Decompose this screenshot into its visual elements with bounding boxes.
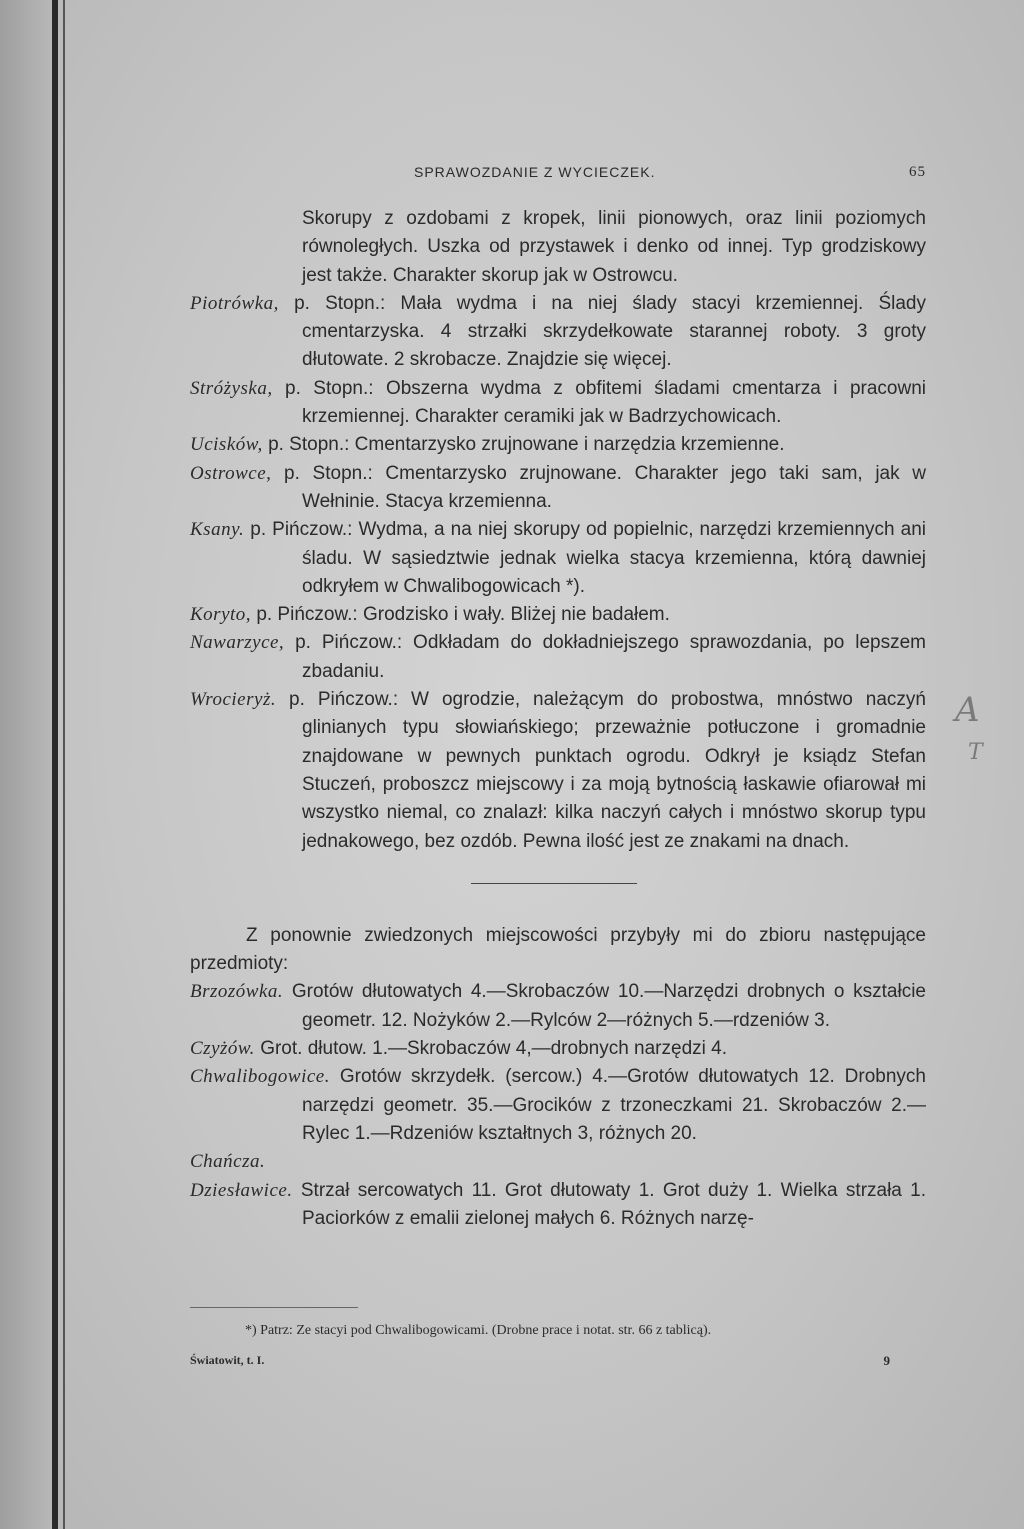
place-name: Czyżów. (190, 1038, 255, 1060)
entry (190, 601, 926, 629)
intro-paragraph: Z ponownie zwiedzonych miejscowości przybyły mi do zbioru następujące przedmioty: (190, 924, 926, 975)
entry-text: p. Stopn.: Cmentarzysko zrujnowane. Charakter jego taki sam, jak w Wełninie. Stacya krzemienna. (284, 462, 927, 512)
place-name: Dziesławice. (190, 1179, 293, 1201)
place-name: Koryto, (190, 604, 252, 626)
place-name: Wrocieryż. (190, 689, 277, 711)
place-name: Ucisków, (190, 434, 263, 456)
entry (190, 1177, 926, 1234)
place-name: Piotrówka, (190, 292, 279, 314)
page-number: 65 (909, 164, 926, 180)
entry-text: Grotów skrzydełk. (sercow.) 4.—Grotów dłutowatych 12. Drobnych narzędzi geometr. 35.—Grocików z trzoneczkami 21. Skrobaczów 2.—Rylec 1.—Rdzeniów kształtnych 3, różnych 20. (302, 1066, 926, 1144)
entry (190, 460, 926, 517)
entry-text: p. Pińczow.: W ogrodzie, należącym do probostwa, mnóstwo naczyń glinianych typu słowiańskiego; przeważnie potłuczone i gromadnie znajdowane w pewnych punktach ogrodu. Odkrył je ksiądz Stefan Stuczeń, proboszcz miejscowy i za moją bytnością łaskawie ofiarował mi wszystko niemal, co znalazł: kilka naczyń całych i mnóstwo skorup typu jednakowego, bez ozdób. Pewna ilość jest ze znakami na dnach. (289, 689, 926, 852)
entry (190, 290, 926, 375)
footnote-rule (190, 1307, 358, 1308)
entry-continuation (190, 205, 926, 290)
body-text (190, 205, 926, 1233)
entry (190, 431, 926, 459)
entry-text: p. Pińczow.: Odkładam do dokładniejszego sprawozdania, po lepszem zbadaniu. (295, 632, 927, 682)
entry (190, 978, 926, 1035)
entry-text: p. Pińczow.: Wydma, a na niej skorupy od popielnic, narzędzi krzemiennych ani śladu. W sąsiedztwie jednak wielka stacya krzemienna, którą dawniej odkryłem w Chwalibogowicach *). (250, 519, 927, 597)
entry (190, 1063, 926, 1148)
entry-text: p. Stopn.: Obszerna wydma z obfitemi śladami cmentarza i pracowni krzemiennej. Charakter ceramiki jak w Badrzychowicach. (285, 377, 926, 428)
entry-text: Grotów dłutowatych 4.—Skrobaczów 10.—Narzędzi drobnych o kształcie geometr. 12. Nożyków 2.—Rylców 2—różnych 5.—rdzeniów 3. (291, 981, 926, 1031)
signature-left: Światowit, t. I. (190, 1353, 265, 1367)
place-name: Ksany. (190, 519, 245, 541)
entry (190, 686, 926, 856)
entry (190, 629, 926, 686)
header-title: SPRAWOZDANIE Z WYCIECZEK. (414, 164, 656, 180)
binding-line-thin (63, 0, 65, 1529)
entry-text: p. Pińczow.: Grodzisko i wały. Bliżej nie badałem. (256, 604, 670, 626)
place-name: Brzozówka. (190, 981, 284, 1003)
place-name: Chańcza. (190, 1151, 266, 1173)
entry (190, 1148, 926, 1176)
entry-text: Skorupy z ozdobami z kropek, linii pionowych, oraz linii poziomych równoległych. Uszka od przystawek i denko od innej. Typ grodziskowy jest także. Charakter skorup jak w Ostrowcu. (302, 208, 926, 286)
entry-text: p. Stopn.: Mała wydma i na niej ślady stacyi krzemiennej. Ślady cmentarzyska. 4 strzałki skrzydełkowate starannej roboty. 3 groty dłutowate. 2 skrobacze. Znajdzie się więcej. (294, 292, 926, 371)
footnote: *) Patrz: Ze stacyi pod Chwalibogowicami. (Drobne prace i notat. str. 66 z tablicą). (245, 1323, 712, 1338)
place-name: Ostrowce, (190, 462, 272, 484)
entry-text: Grot. dłutow. 1.—Skrobaczów 4,—drobnych narzędzi 4. (260, 1038, 727, 1060)
binding-shadow (0, 0, 52, 1529)
signature-line (190, 1353, 890, 1368)
entry-text: Strzał sercowatych 11. Grot dłutowaty 1. Grot duży 1. Wielka strzała 1. Paciorków z emalii zielonej małych 6. Różnych narzę- (300, 1179, 927, 1229)
margin-handwriting: A (955, 690, 980, 730)
entry (190, 516, 926, 601)
place-name: Nawarzyce, (190, 632, 285, 654)
binding-line (52, 0, 58, 1529)
entry-text: p. Stopn.: Cmentarzysko zrujnowane i narzędzia krzemienne. (268, 434, 785, 456)
running-header (190, 160, 926, 184)
margin-handwriting-2: T (968, 740, 983, 765)
section-separator (471, 883, 637, 884)
place-name: Stróżyska, (190, 377, 273, 399)
signature-number: 9 (883, 1353, 890, 1368)
entry (190, 1035, 926, 1063)
place-name: Chwalibogowice. (190, 1066, 330, 1088)
entry (190, 375, 926, 432)
